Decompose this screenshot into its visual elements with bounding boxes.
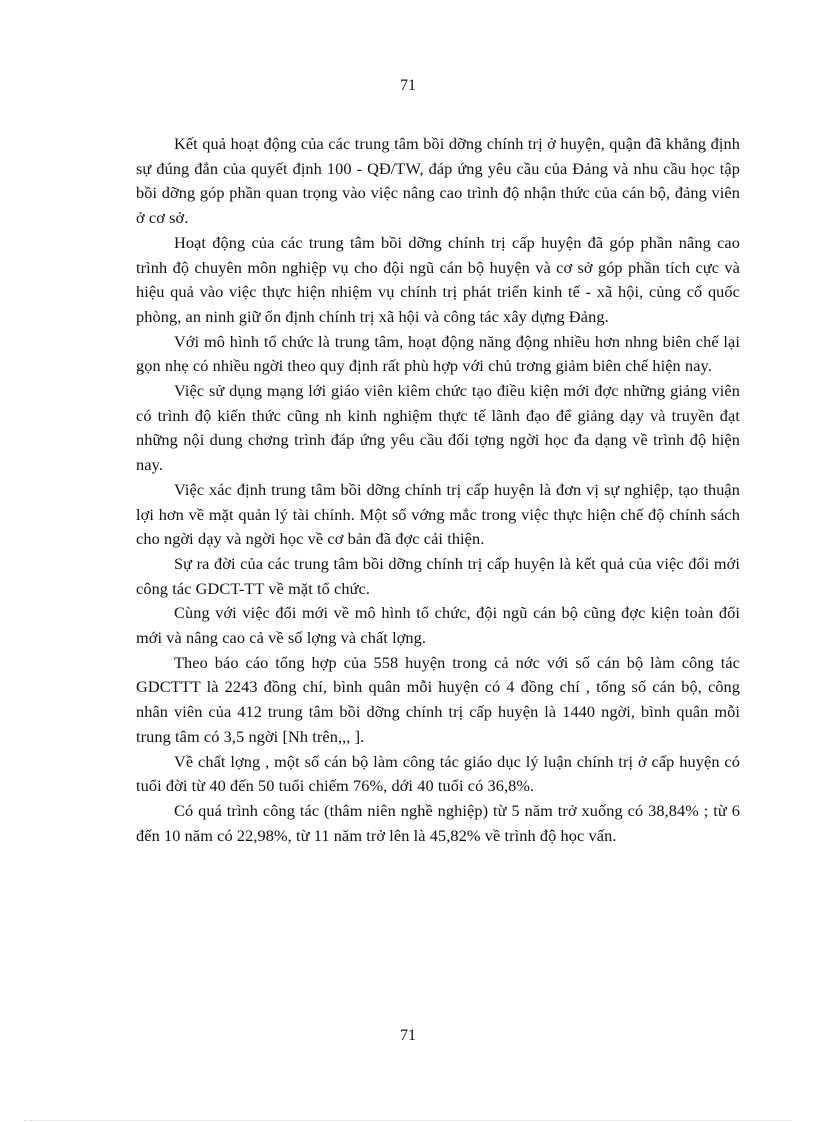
body-text	[136, 132, 740, 848]
paragraph: Việc sử dụng mạng lới giáo viên kiêm chức tạo điều kiện mới đợc những giảng viên có trình độ kiến thức cũng nh kinh nghiệm thực tế lãnh đạo để giảng dạy và truyền đạt những nội dung chơng trình đáp ứng yêu cầu đối tợng ngời học đa dạng về trình độ hiện nay.	[136, 381, 740, 475]
paragraph: Kết quả hoạt động của các trung tâm bồi dỡng chính trị ở huyện, quận đã khẳng định sự đúng đắn của quyết định 100 - QĐ/TW, đáp ứng yêu cầu của Đảng và nhu cầu học tập bồi dỡng góp phần quan trọng vào việc nâng cao trình độ nhận thức của cán bộ, đảng viên ở cơ sở.	[136, 134, 740, 228]
page-bottom-divider	[24, 1120, 792, 1121]
paragraph: Việc xác định trung tâm bồi dỡng chính trị cấp huyện là đơn vị sự nghiệp, tạo thuận lợi hơn về mặt quản lý tài chính. Một số vớng mắc trong việc thực hiện chế độ chính sách cho ngời dạy và ngời học về cơ bản đã đợc cải thiện.	[136, 479, 740, 549]
paragraph: Với mô hình tổ chức là trung tâm, hoạt động năng động nhiều hơn nhng biên chế lại gọn nhẹ có nhiều ngời theo quy định rất phù hợp với chủ trơng giảm biên chế hiện nay.	[136, 331, 740, 376]
page-number-bottom: 71	[400, 1027, 416, 1044]
paragraph: Hoạt động của các trung tâm bồi dỡng chính trị cấp huyện đã góp phần nâng cao trình độ chuyên môn nghiệp vụ cho đội ngũ cán bộ huyện và cơ sở góp phần tích cực và hiệu quả vào việc thực hiện nhiệm vụ chính trị phát triển kinh tế - xã hội, củng cố quốc phòng, an ninh giữ ổn định chính trị xã hội và công tác xây dựng Đảng.	[136, 232, 740, 326]
paragraph: Sự ra đời của các trung tâm bồi dỡng chính trị cấp huyện là kết quả của việc đổi mới công tác GDCT-TT về mặt tổ chức.	[136, 553, 740, 598]
paragraph: Có quá trình công tác (thâm niên nghề nghiệp) từ 5 năm trở xuống có 38,84% ; từ 6 đến 10 năm có 22,98%, từ 11 năm trở lên là 45,82% về trình độ học vấn.	[136, 800, 740, 845]
paragraph: Về chất lợng , một số cán bộ làm công tác giáo dục lý luận chính trị ở cấp huyện có tuổi đời từ 40 đến 50 tuổi chiếm 76%, dới 40 tuổi có 36,8%.	[136, 751, 740, 796]
page-number-top: 71	[400, 77, 416, 94]
paragraph: Theo báo cáo tổng hợp của 558 huyện trong cả nớc với số cán bộ làm công tác GDCTTT là 2243 đồng chí, bình quân mỗi huyện có 4 đồng chí , tổng số cán bộ, công nhân viên của 412 trung tâm bồi dỡng chính trị cấp huyện là 1440 ngời, bình quân mỗi trung tâm có 3,5 ngời [Nh trên,,, ].	[136, 652, 740, 746]
paragraph: Cùng với việc đổi mới về mô hình tổ chức, đội ngũ cán bộ cũng đợc kiện toàn đổi mới và nâng cao cả về số lợng và chất lợng.	[136, 603, 740, 648]
